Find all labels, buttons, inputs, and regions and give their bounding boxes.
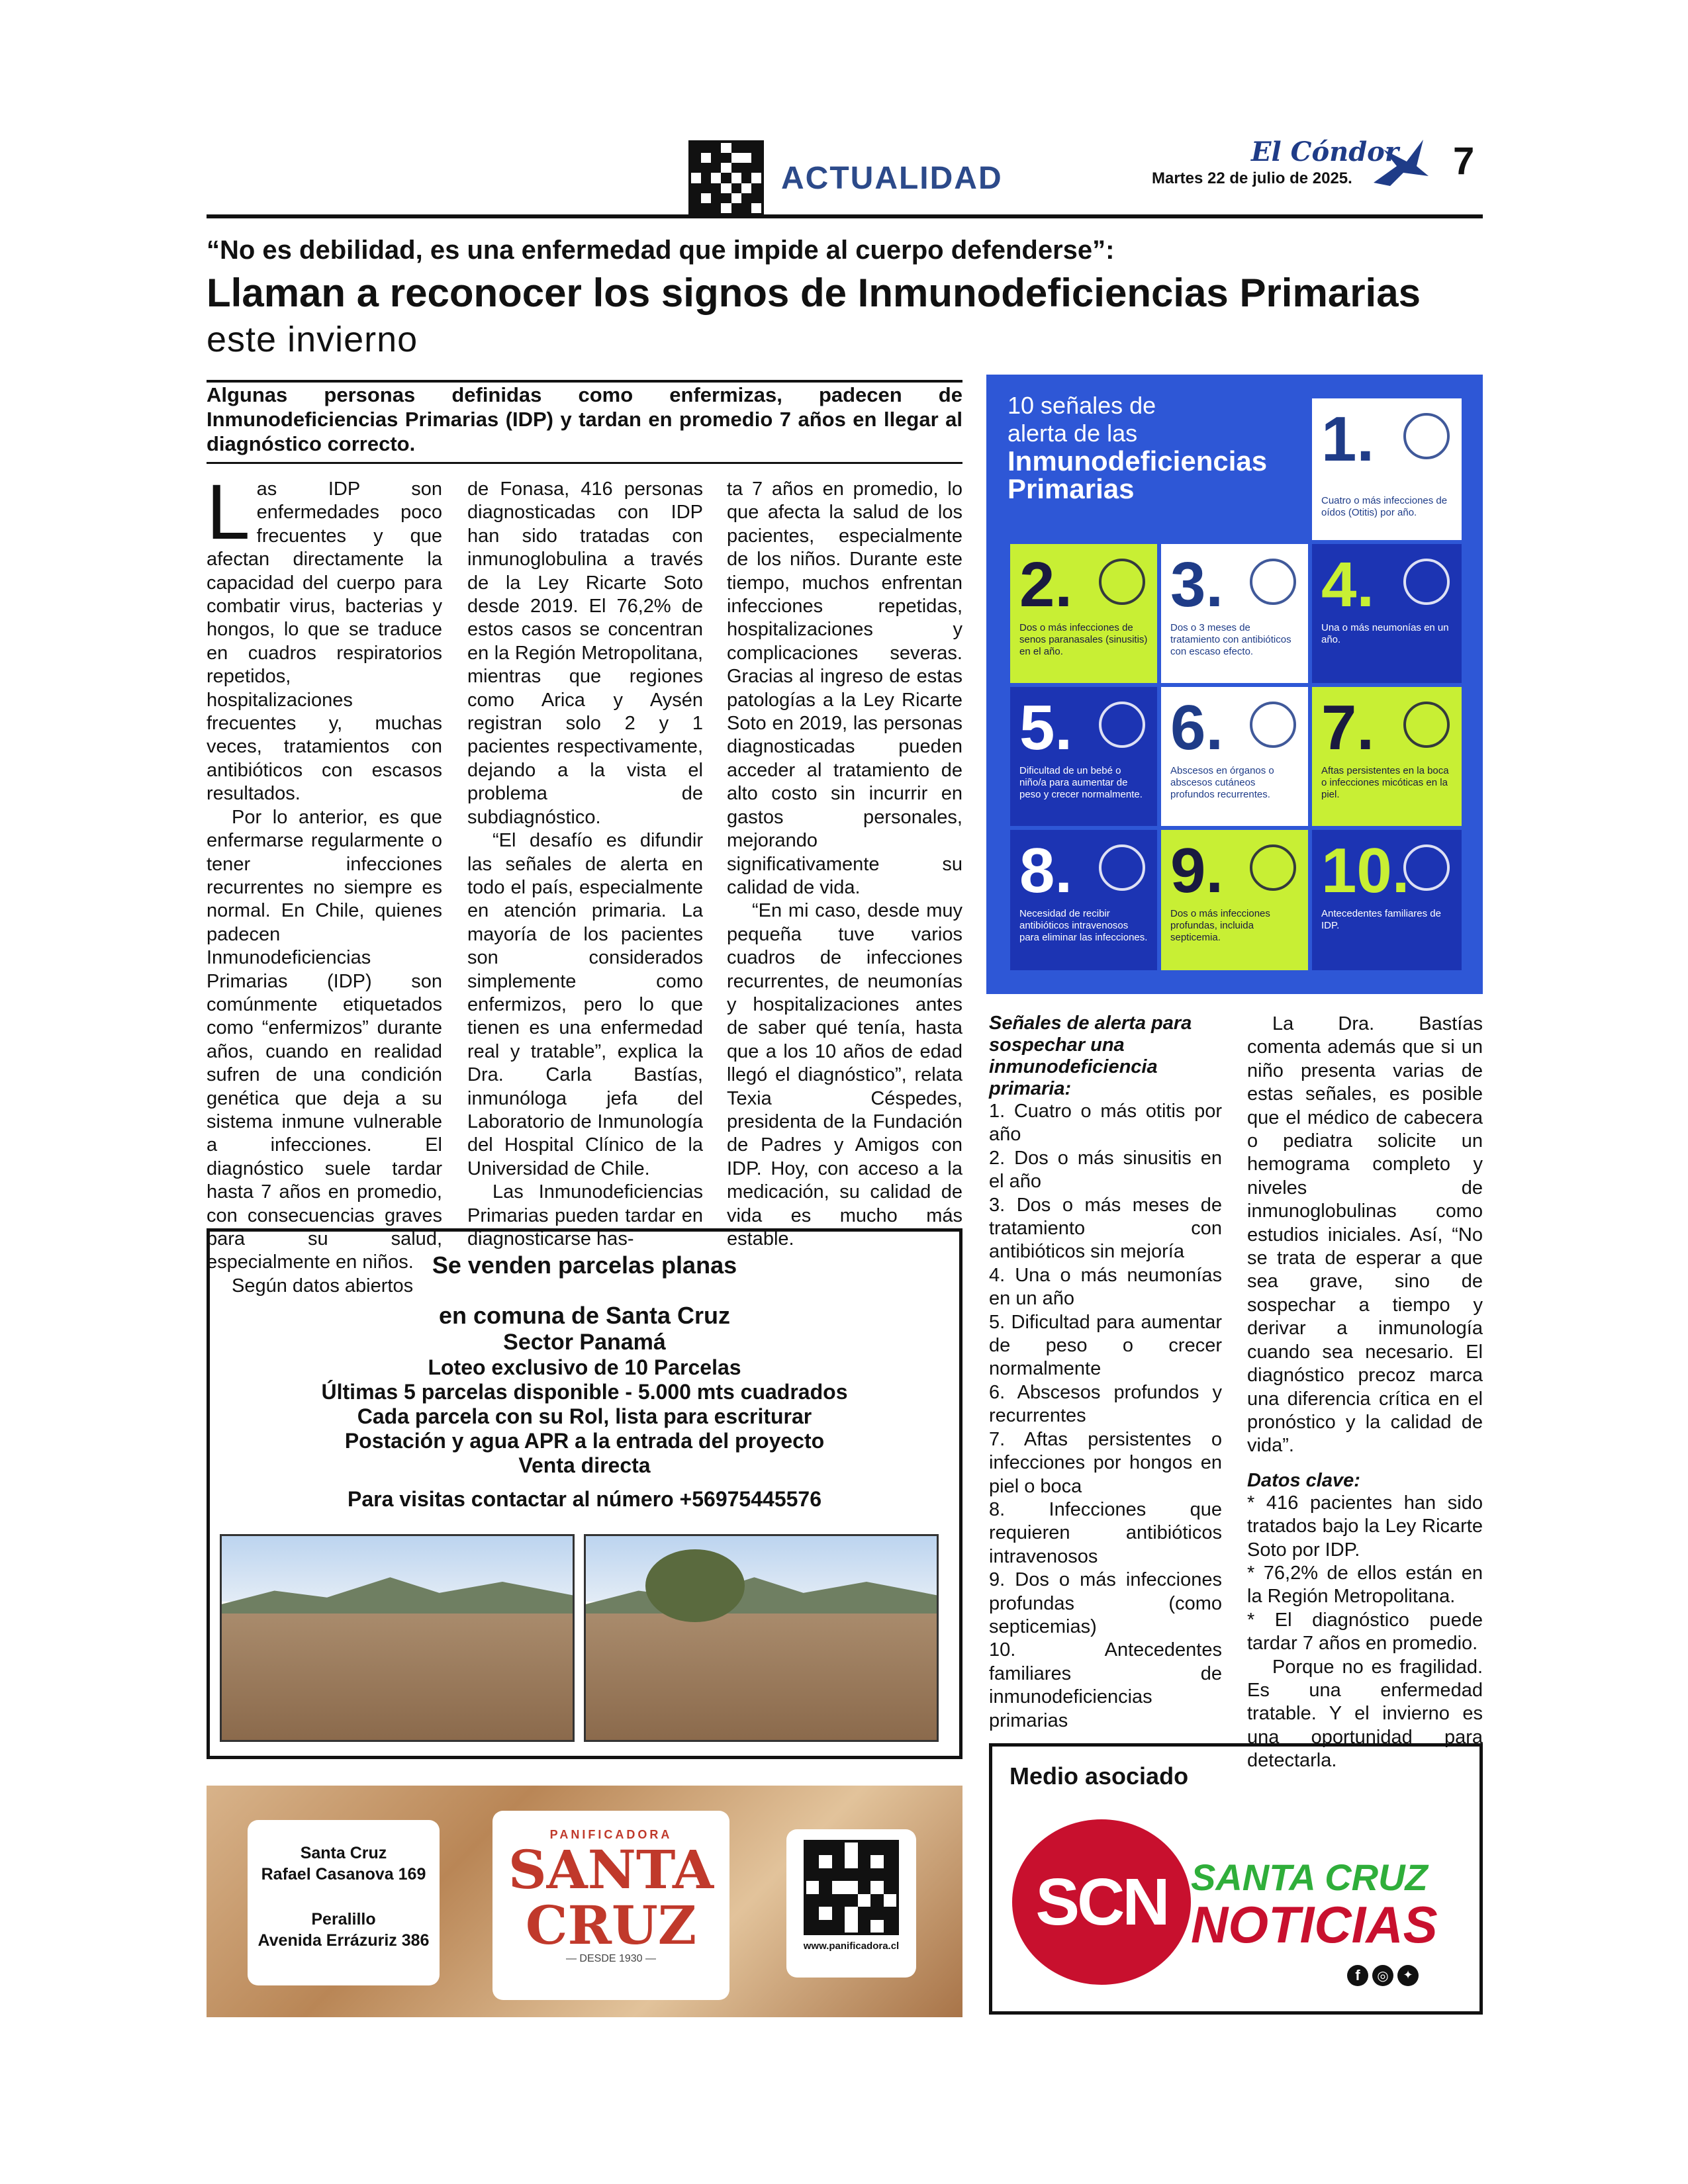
signal-card-8 xyxy=(1010,830,1157,970)
infographic-title-line: alerta de las xyxy=(1008,420,1138,447)
signal-text: Antecedentes familiares de IDP. xyxy=(1321,908,1441,931)
paragraph: Según datos abiertos xyxy=(232,1275,414,1297)
page-number: 7 xyxy=(1453,140,1475,183)
signal-list-item: 7. Aftas persistentes o infecciones por hongos en piel o boca xyxy=(989,1428,1222,1497)
signals-column-2 xyxy=(1247,1013,1483,1773)
drop-cap: L xyxy=(207,469,250,556)
bakery-logo xyxy=(492,1811,729,2000)
issue-date: Martes 22 de julio de 2025. xyxy=(1152,169,1352,187)
location-city: Peralillo xyxy=(311,1910,376,1929)
signal-card-1 xyxy=(1312,398,1462,540)
associated-media-label: Medio asociado xyxy=(1009,1762,1189,1790)
signal-number: 10. xyxy=(1321,835,1410,906)
sinus-icon xyxy=(1099,559,1145,605)
ad-contact: Para visitas contactar al número +56975445576 xyxy=(348,1487,821,1511)
facebook-icon[interactable]: f xyxy=(1347,1965,1368,1986)
section-label: ACTUALIDAD xyxy=(781,161,1003,196)
associated-media-box xyxy=(989,1743,1483,2015)
signal-number: 4. xyxy=(1321,549,1375,620)
location-address: Avenida Errázuriz 386 xyxy=(258,1931,430,1950)
signal-number: 5. xyxy=(1019,692,1073,763)
closing-paragraph: Porque no es fragilidad. Es una enfermedad tratable. Y el invierno es una oportunidad para detectarla. xyxy=(1247,1656,1483,1772)
paragraph: “En mi caso, desde muy pequeña tuve varios cuadros de infecciones recurrentes, de neumonías y hospitalizaciones antes de saber qué tenía, hasta que a los 10 años de edad llegó el diagnóstico”, relata Texia Céspedes, presidenta de la Fundación de Padres y Amigos con IDP. Hoy, con acceso a la medicación, su calidad de vida es mucho más estable. xyxy=(727,900,962,1250)
twitter-icon[interactable]: ✦ xyxy=(1397,1965,1419,1986)
signal-text: Dos o más infecciones profundas, incluida septicemia. xyxy=(1170,908,1270,943)
header-rule-right xyxy=(769,214,1483,218)
scn-name-line1: SANTA CRUZ xyxy=(1191,1856,1428,1898)
article-title-line2: este invierno xyxy=(207,320,418,359)
signal-text: Necesidad de recibir antibióticos intravenosos para eliminar las infecciones. xyxy=(1019,908,1148,943)
signal-number: 1. xyxy=(1321,404,1375,475)
signal-list-item: 2. Dos o más sinusitis en el año xyxy=(989,1147,1222,1193)
lead-rule xyxy=(207,462,962,464)
qr-code-icon[interactable] xyxy=(804,1840,899,1935)
signal-number: 9. xyxy=(1170,835,1224,906)
lungs-icon xyxy=(1403,559,1450,605)
article-column-1 xyxy=(207,469,442,1298)
key-data-item: * 416 pacientes han sido tratados bajo la Ley Ricarte Soto por IDP. xyxy=(1247,1492,1483,1561)
ad-line: Cada parcela con su Rol, lista para escriturar xyxy=(357,1404,812,1428)
ad-line: Se venden parcelas planas xyxy=(432,1251,737,1279)
signal-card-7 xyxy=(1312,687,1462,826)
ear-icon xyxy=(1403,413,1450,459)
signals-column-1 xyxy=(989,1013,1222,1733)
baby-icon xyxy=(1099,702,1145,748)
iv-icon xyxy=(1099,844,1145,891)
infographic-title-line: 10 señales de xyxy=(1008,392,1156,419)
paragraph: Por lo anterior, es que enfermarse regularmente o tener infecciones recurrentes no siempre es normal. En Chile, quienes padecen Inmunodeficiencias Primarias (IDP) son comúnmente etiquetados como “enfermizos” durante años, cuando en realidad sufren de una condición genética que deja a su sistema inmune vulnerable a infecciones. El diagnóstico suele tardar hasta 7 años en promedio, con consecuencias graves para su salud, especialmente en niños. xyxy=(207,806,442,1273)
logo-since: — DESDE 1930 — xyxy=(565,1953,657,1964)
signal-card-2 xyxy=(1010,544,1157,683)
ad-line: Venta directa xyxy=(518,1453,651,1477)
paragraph: as IDP son enfermedades poco frecuentes y que afectan directamente la capacidad del cuerpo para combatir virus, bacterias y hongos, lo que se traduce en cuadros respiratorios repetidos, hospitalizaciones frecuentes y, muchas veces, tratamientos con antibióticos con escasos resultados. xyxy=(207,478,442,805)
logo-word: SANTA xyxy=(508,1839,714,1901)
pills-icon xyxy=(1250,559,1296,605)
signal-card-3 xyxy=(1161,544,1308,683)
article-lead: Algunas personas definidas como enfermizas, padecen de Inmunodeficiencias Primarias (IDP) y tardan en promedio 7 años en llegar al diagnóstico correcto. xyxy=(207,380,962,464)
newspaper-brand: El Cóndor xyxy=(1251,136,1399,167)
infographic-title xyxy=(1008,392,1267,503)
scn-logo-text: SCN xyxy=(1035,1865,1168,1939)
signal-list-item: 4. Una o más neumonías en un año xyxy=(989,1264,1222,1310)
scn-name xyxy=(1191,1858,1438,1952)
social-icons xyxy=(1347,1965,1419,1986)
bakery-ad xyxy=(207,1786,962,2017)
paragraph: La Dra. Bastías comenta además que si un niño presenta varias de estas señales, es posible que el médico de cabecera o pediatra solicite un hemograma completo y niveles de inmunoglobulinas como estudios iniciales. Así, “No se trata de esperar a que sea grave, sino de sospechar a tiempo y derivar a inmunología cuando sea necesario. El diagnóstico precoz marca una diferencia crítica en el pronóstico y la calidad de vida”. xyxy=(1247,1013,1483,1457)
tree-icon xyxy=(645,1549,745,1622)
signal-list-item: 1. Cuatro o más otitis por año xyxy=(989,1101,1222,1146)
bakery-locations xyxy=(248,1820,440,1985)
ad-line: en comuna de Santa Cruz xyxy=(438,1302,731,1329)
signal-list-item: 3. Dos o más meses de tratamiento con antibióticos sin mejoría xyxy=(989,1194,1222,1263)
signal-card-5 xyxy=(1010,687,1157,826)
key-data-item: * El diagnóstico puede tardar 7 años en promedio. xyxy=(1247,1609,1483,1655)
signal-list-item: 5. Dificultad para aumentar de peso o crecer normalmente xyxy=(989,1311,1222,1380)
signal-number: 2. xyxy=(1019,549,1073,620)
signal-text: Aftas persistentes en la boca o infecciones micóticas en la piel. xyxy=(1321,765,1449,800)
mouth-icon xyxy=(1403,702,1450,748)
signal-list-item: 10. Antecedentes familiares de inmunodeficiencias primarias xyxy=(989,1639,1222,1731)
signal-text: Dos o más infecciones de senos paranasales (sinusitis) en el año. xyxy=(1019,622,1148,657)
ad-line: Loteo exclusivo de 10 Parcelas xyxy=(428,1355,741,1379)
signal-text: Dificultad de un bebé o niño/a para aumentar de peso y crecer normalmente. xyxy=(1019,765,1143,800)
location-city: Santa Cruz xyxy=(300,1844,387,1862)
infographic-title-line: Primarias xyxy=(1008,473,1135,504)
instagram-icon[interactable]: ◎ xyxy=(1372,1965,1393,1986)
signal-list-item: 6. Abscesos profundos y recurrentes xyxy=(989,1381,1222,1427)
signal-text: Abscesos en órganos o abscesos cutáneos profundos recurrentes. xyxy=(1170,765,1274,800)
paragraph: ta 7 años en promedio, lo que afecta la salud de los pacientes, especialmente de los niños. Durante este tiempo, muchos enfrentan infecciones repetidas, hospitalizaciones y complicaciones severas. Gracias al ingreso de estas patologías a la Ley Ricarte Soto en 2019, las personas diagnosticadas pueden acceder al tratamiento de alto costo sin incurrir en gastos personales, mejorando significativamente su calidad de vida. xyxy=(727,478,962,898)
signal-card-6 xyxy=(1161,687,1308,826)
location-address: Rafael Casanova 169 xyxy=(261,1865,426,1884)
signal-text: Cuatro o más infecciones de oídos (Otitis) por año. xyxy=(1321,495,1448,518)
ad-line: Postación y agua APR a la entrada del proyecto xyxy=(344,1429,825,1453)
signal-text: Una o más neumonías en un año. xyxy=(1321,622,1449,645)
ad-line: Sector Panamá xyxy=(503,1330,666,1355)
key-data-item: * 76,2% de ellos están en la Región Metropolitana. xyxy=(1247,1562,1483,1608)
scn-name-line2: NOTICIAS xyxy=(1191,1895,1438,1954)
signal-number: 6. xyxy=(1170,692,1224,763)
article-title: Llaman a reconocer los signos de Inmunodeficiencias Primarias xyxy=(207,271,1421,315)
family-icon xyxy=(1403,844,1450,891)
signal-list-item: 9. Dos o más infecciones profundas (como septicemias) xyxy=(989,1569,1222,1637)
ad-line: Últimas 5 parcelas disponible - 5.000 mts cuadrados xyxy=(321,1380,848,1404)
signals-heading: Señales de alerta para sospechar una inmunodeficiencia primaria: xyxy=(989,1013,1192,1099)
key-data-heading: Datos clave: xyxy=(1247,1469,1360,1491)
land-photo xyxy=(584,1534,939,1742)
logo-word: CRUZ xyxy=(525,1894,697,1956)
logo-tagline: PANIFICADORA xyxy=(549,1828,673,1841)
bakery-qr[interactable] xyxy=(786,1829,916,1978)
signal-number: 7. xyxy=(1321,692,1375,763)
land-photo xyxy=(220,1534,575,1742)
bakery-url[interactable]: www.panificadora.cl xyxy=(803,1940,900,1952)
signal-card-9 xyxy=(1161,830,1308,970)
article-kicker: “No es debilidad, es una enfermedad que impide al cuerpo defenderse”: xyxy=(207,236,1115,265)
article-column-3 xyxy=(727,478,962,1251)
article-column-2 xyxy=(467,478,703,1251)
signal-card-10 xyxy=(1312,830,1462,970)
paragraph: de Fonasa, 416 personas diagnosticadas con IDP han sido tratadas con inmunoglobulina a través de la Ley Ricarte Soto desde 2019. El 76,2% de estos casos se concentran en la Región Metropolitana, mientras que regiones como Arica y Aysén registran solo 2 y 1 pacientes respectivamente, dejando a la vista el problema de subdiagnóstico. xyxy=(467,478,703,828)
signal-number: 8. xyxy=(1019,835,1073,906)
infographic-title-line: Inmunodeficiencias xyxy=(1008,445,1268,477)
signal-number: 3. xyxy=(1170,549,1224,620)
signal-text: Dos o 3 meses de tratamiento con antibióticos con escaso efecto. xyxy=(1170,622,1291,657)
paragraph: Las Inmunodeficiencias Primarias pueden tardar en diagnosticarse has- xyxy=(467,1181,703,1250)
paragraph: “El desafío es difundir las señales de alerta en todo el país, especialmente en atención primaria. La mayoría de los pacientes son considerados simplemente como enfermizos, pero lo que tienen es una enfermedad real y tratable”, explica la Dra. Carla Bastías, inmunóloga jefa del Laboratorio de Inmunología del Hospital Clínico de la Universidad de Chile. xyxy=(467,830,703,1179)
condor-icon xyxy=(1370,136,1430,189)
signal-list-item: 8. Infecciones que requieren antibióticos intravenosos xyxy=(989,1498,1222,1567)
scn-logo xyxy=(1012,1819,1191,1985)
qr-code-icon[interactable] xyxy=(688,140,764,216)
virus-icon xyxy=(1250,844,1296,891)
infographic xyxy=(986,375,1483,994)
signal-card-4 xyxy=(1312,544,1462,683)
abscess-icon xyxy=(1250,702,1296,748)
